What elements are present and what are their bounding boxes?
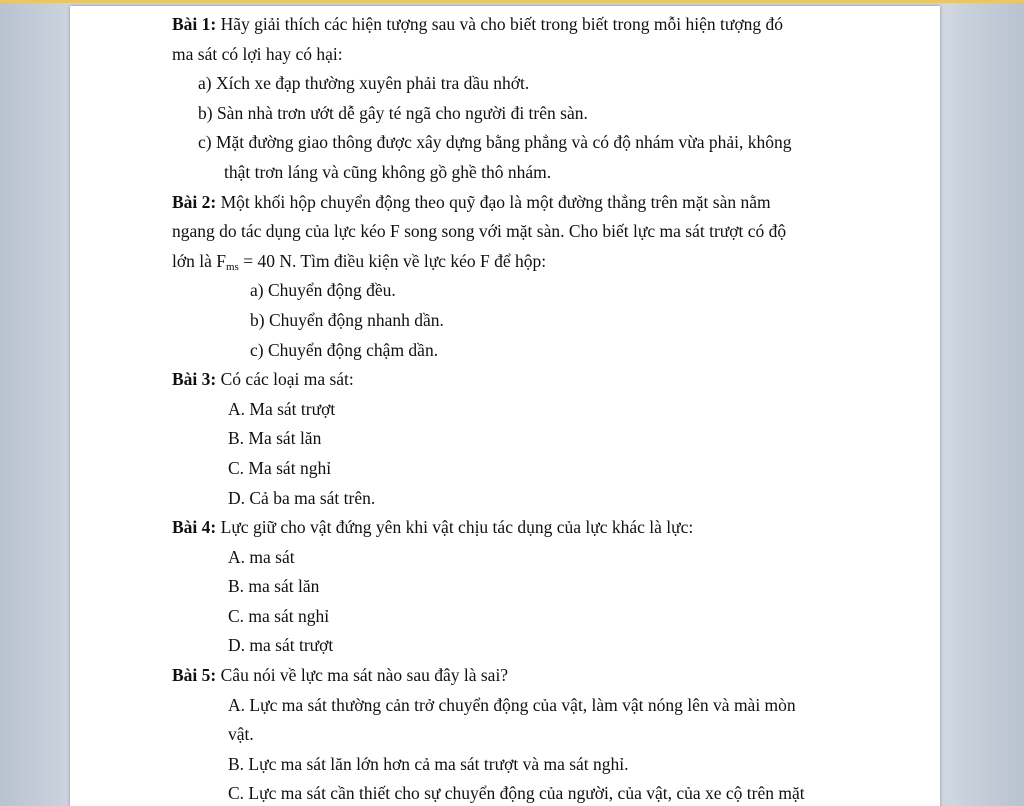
bai1-item-c-line-2: thật trơn láng và cũng không gồ ghề thô nhám. <box>224 161 552 182</box>
bai2-line-3 <box>172 247 890 277</box>
document-page <box>70 6 940 806</box>
bai4-option-b: B. ma sát lăn <box>228 576 320 597</box>
bai2-line-1 <box>172 188 890 218</box>
bai3-label: Bài 3: <box>172 369 217 390</box>
bai1-item-c-line-1: c) Mặt đường giao thông được xây dựng bằng phẳng và có độ nhám vừa phải, không <box>198 132 792 153</box>
bai2-text-3b: = 40 N. Tìm điều kiện về lực kéo F để hộp: <box>238 250 547 271</box>
bai2-item-a: a) Chuyển động đều. <box>250 280 396 301</box>
bai3-text: Có các loại ma sát: <box>216 369 354 390</box>
bai2-text-1: Một khối hộp chuyển động theo quỹ đạo là một đường thẳng trên mặt sàn nằm <box>216 191 771 212</box>
bai1-item-a: a) Xích xe đạp thường xuyên phải tra dầu nhớt. <box>198 73 530 94</box>
bai4-option-c: C. ma sát nghỉ <box>228 605 330 626</box>
bai1-line-2: ma sát có lợi hay có hại: <box>172 43 343 64</box>
bai4-option-d: D. ma sát trượt <box>228 635 334 656</box>
window-top-border <box>0 0 1024 3</box>
bai5-option-a-line-1: A. Lực ma sát thường cản trở chuyển động của vật, làm vật nóng lên và mài mòn <box>228 694 796 715</box>
bai3-option-d: D. Cả ba ma sát trên. <box>228 487 376 508</box>
bai2-item-b: b) Chuyển động nhanh dần. <box>250 309 444 330</box>
bai5-text: Câu nói về lực ma sát nào sau đây là sai? <box>216 665 509 686</box>
bai4-label: Bài 4: <box>172 517 217 538</box>
bai5-label: Bài 5: <box>172 665 217 686</box>
bai2-item-c: c) Chuyển động chậm dần. <box>250 339 439 360</box>
bai5-line <box>172 661 890 691</box>
bai1-label: Bài 1: <box>172 14 217 34</box>
bai3-line <box>172 365 890 395</box>
bai2-subscript: ms <box>225 260 239 273</box>
bai3-option-b: B. Ma sát lăn <box>228 428 322 449</box>
bai4-text: Lực giữ cho vật đứng yên khi vật chịu tác dụng của lực khác là lực: <box>216 517 694 538</box>
bai2-label: Bài 2: <box>172 191 217 212</box>
bai1-line-1 <box>172 10 890 40</box>
document-content <box>172 10 890 806</box>
bai4-line <box>172 513 890 543</box>
bai5-option-a-line-2: vật. <box>228 724 254 745</box>
bai1-text-1: Hãy giải thích các hiện tượng sau và cho biết trong biết trong mỗi hiện tượng đó <box>216 14 783 34</box>
bai4-option-a: A. ma sát <box>228 546 295 567</box>
bai2-text-3a: lớn là F <box>172 250 226 271</box>
bai3-option-c: C. Ma sát nghỉ <box>228 457 332 478</box>
bai2-line-2: ngang do tác dụng của lực kéo F song song với mặt sàn. Cho biết lực ma sát trượt có độ <box>172 221 787 242</box>
bai5-option-c-line-1: C. Lực ma sát cần thiết cho sự chuyển động của người, của vật, của xe cộ trên mặt <box>228 783 805 804</box>
bai1-item-b: b) Sàn nhà trơn ướt dễ gây té ngã cho người đi trên sàn. <box>198 102 588 123</box>
bai5-option-b: B. Lực ma sát lăn lớn hơn cả ma sát trượt và ma sát nghỉ. <box>228 753 629 774</box>
bai3-option-a: A. Ma sát trượt <box>228 398 336 419</box>
